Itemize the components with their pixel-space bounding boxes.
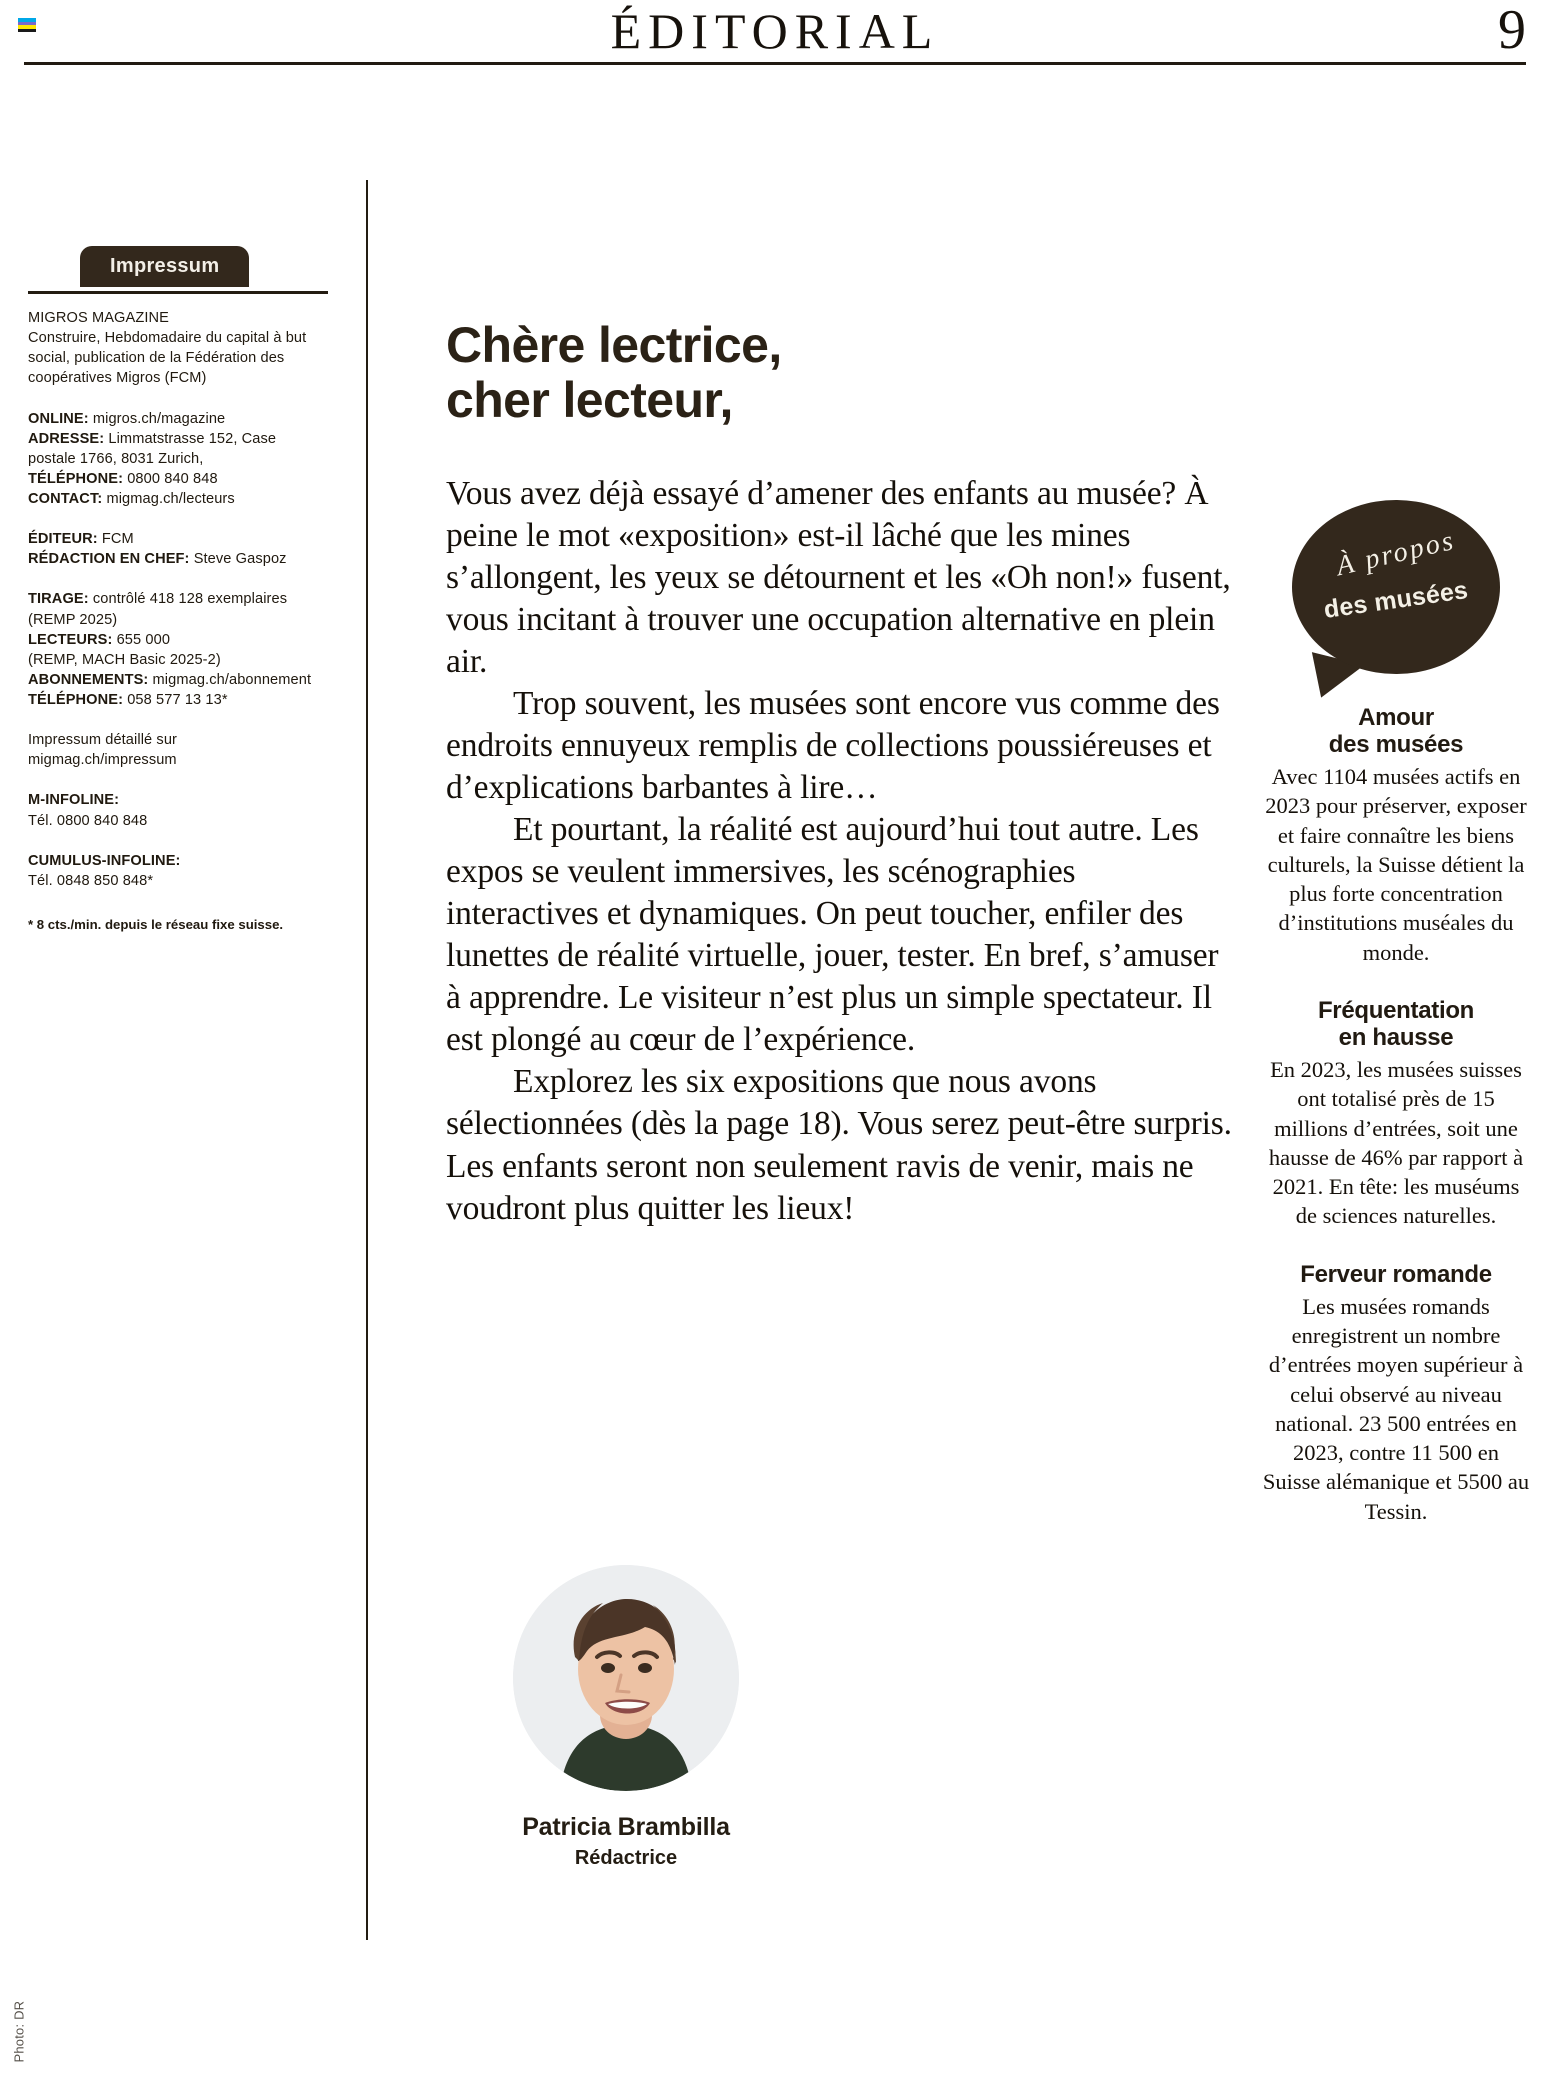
impressum-adresse-value: Limmatstrasse 152, Case postale 1766, 8031 Zurich, xyxy=(28,430,277,467)
impressum-circ-telephone-value: 058 577 13 13* xyxy=(127,692,228,708)
impressum-tirage-row xyxy=(28,589,328,609)
impressum-m-infoline-value: Tél. 0800 840 848 xyxy=(28,812,148,829)
impressum-tirage-label: TIRAGE: xyxy=(28,591,89,608)
impressum-lecteurs-row xyxy=(28,630,328,650)
impressum-online-value[interactable]: migros.ch/magazine xyxy=(92,410,226,427)
speech-bubble-icon xyxy=(1292,500,1500,674)
page-number: 9 xyxy=(1498,0,1526,61)
impressum-description: Construire, Hebdomadaire du capital à but social, publication de la Fédération des coopératives Migros (FCM) xyxy=(28,330,307,387)
impressum-m-infoline-block xyxy=(28,790,328,830)
impressum-redaction-value: Steve Gaspoz xyxy=(193,551,287,568)
article-headline xyxy=(446,318,1236,427)
impressum-contact-value[interactable]: migmag.ch/lecteurs xyxy=(106,491,235,507)
impressum-telephone-value: 0800 840 848 xyxy=(127,470,218,487)
fact-title-line2: des musées xyxy=(1328,731,1464,759)
author-role: Rédactrice xyxy=(574,1847,678,1869)
impressum-redaction-label: RÉDACTION EN CHEF: xyxy=(28,551,190,568)
author-name: Patricia Brambilla xyxy=(522,1813,730,1841)
impressum-online-row xyxy=(28,409,328,429)
author-portrait-illustration xyxy=(513,1565,739,1791)
fact-title-line2: en hausse xyxy=(1338,1024,1454,1052)
fact-title xyxy=(1262,704,1530,758)
impressum-lecteurs-value: 655 000 xyxy=(116,631,171,648)
author-byline xyxy=(446,1565,806,1870)
impressum-tab-rule xyxy=(28,291,328,294)
impressum-detail-line2[interactable]: migmag.ch/impressum xyxy=(28,752,177,769)
photo-credit: Photo: DR xyxy=(11,2000,27,2063)
editorial-article xyxy=(446,318,1236,1230)
impressum-circ-telephone-label: TÉLÉPHONE: xyxy=(28,692,124,708)
impressum-contact-block xyxy=(28,409,328,510)
masthead-divider xyxy=(24,62,1526,65)
impressum-footnote: * 8 cts./min. depuis le réseau fixe suisse. xyxy=(28,916,284,932)
impressum-lecteurs-label: LECTEURS: xyxy=(28,631,113,648)
impressum-publication-name: MIGROS MAGAZINE xyxy=(28,310,169,326)
impressum-publisher-block xyxy=(28,308,328,389)
fact-title-line1: Amour xyxy=(1358,704,1434,731)
impressum-cumulus-infoline-value: Tél. 0848 850 848* xyxy=(28,872,154,889)
page-masthead xyxy=(0,0,1550,62)
impressum-detail-line1: Impressum détaillé sur xyxy=(28,732,177,749)
impressum-tab-wrapper xyxy=(28,246,328,294)
page-title: ÉDITORIAL xyxy=(610,3,940,59)
impressum-contact-row xyxy=(28,489,328,509)
impressum-circulation-block xyxy=(28,589,328,710)
impressum-adresse-label: ADRESSE: xyxy=(28,430,105,447)
impressum-roles-block xyxy=(28,529,328,569)
impressum-tab-label: Impressum xyxy=(80,246,249,287)
speech-bubble-line1: À propos xyxy=(1333,524,1459,583)
impressum-cumulus-infoline-label: CUMULUS-INFOLINE: xyxy=(28,852,181,869)
author-portrait-photo xyxy=(513,1565,739,1791)
fact-item-amour xyxy=(1262,704,1530,967)
article-paragraph: Et pourtant, la réalité est aujourd’hui tout autre. Les expos se veulent immersives, les scénographies interactives et dynamiques. On peut toucher, enfiler des lunettes de réalité virtuelle, jouer, tester. En bref, s’amuser à apprendre. Le visiteur n’est plus un simple spectateur. Il est plongé au cœur de l’expérience. xyxy=(446,811,1219,1059)
article-paragraph: Trop souvent, les musées sont encore vus comme des endroits ennuyeux remplis de collections poussiéreuses et d’explications barbantes à lire… xyxy=(446,685,1220,807)
impressum-editeur-label: ÉDITEUR: xyxy=(28,531,98,548)
fact-title-line1: Fréquentation xyxy=(1317,996,1475,1024)
impressum-lecteurs-source: (REMP, MACH Basic 2025-2) xyxy=(28,651,221,668)
impressum-editeur-row xyxy=(28,529,328,549)
article-paragraph: Explorez les six expositions que nous avons sélectionnées (dès la page 18). Vous serez peut-être surpris. Les enfants seront non seulement ravis de venir, mais ne voudront plus quitter les lieux! xyxy=(446,1063,1232,1227)
fact-text: Les musées romands enregistrent un nombre d’entrées moyen supérieur à celui observé au niveau national. 23 500 entrées en 2023, contre 11 500 en Suisse alémanique et 5500 au Tessin. xyxy=(1262,1293,1530,1524)
impressum-m-infoline-label: M-INFOLINE: xyxy=(28,792,120,809)
article-headline-line2: cher lecteur, xyxy=(446,371,733,428)
impressum-cumulus-infoline-block xyxy=(28,851,328,891)
impressum-detail-block xyxy=(28,730,328,770)
fact-title xyxy=(1262,997,1530,1051)
facts-sidebar xyxy=(1262,500,1530,1526)
article-body xyxy=(446,473,1236,1230)
impressum-contact-label: CONTACT: xyxy=(28,491,103,507)
impressum-telephone-row xyxy=(28,469,328,489)
impressum-abonnements-row xyxy=(28,670,328,690)
impressum-telephone-label: TÉLÉPHONE: xyxy=(28,470,124,487)
impressum-tirage-value: contrôlé 418 128 exemplaires xyxy=(92,591,288,608)
speech-bubble-line2: des musées xyxy=(1322,576,1470,624)
impressum-editeur-value: FCM xyxy=(101,531,134,548)
impressum-circ-telephone-row xyxy=(28,690,328,710)
impressum-tirage-source: (REMP 2025) xyxy=(28,611,118,628)
impressum-adresse-row xyxy=(28,429,328,469)
impressum-redaction-row xyxy=(28,549,328,569)
column-divider xyxy=(366,180,368,1940)
article-paragraph: Vous avez déjà essayé d’amener des enfants au musée? À peine le mot «exposition» est-il lâché que les mines s’allongent, les yeux se détournent et les «Oh non!» fusent, vous incitant à trouver une occupation alternative en plein air. xyxy=(446,475,1231,681)
fact-text: Avec 1104 musées actifs en 2023 pour préserver, exposer et faire connaître les biens culturels, la Suisse détient la plus forte concentration d’institutions muséales du monde. xyxy=(1265,764,1527,965)
impressum-abonnements-label: ABONNEMENTS: xyxy=(28,671,149,688)
impressum-abonnements-value[interactable]: migmag.ch/abonnement xyxy=(152,671,312,688)
fact-title xyxy=(1262,1261,1530,1288)
article-headline-line1: Chère lectrice, xyxy=(446,317,782,373)
impressum-panel xyxy=(28,246,328,932)
fact-item-frequentation xyxy=(1262,997,1530,1231)
impressum-online-label: ONLINE: xyxy=(28,410,89,427)
fact-title-line1: Ferveur romande xyxy=(1300,1260,1492,1288)
fact-text: En 2023, les musées suisses ont totalisé près de 15 millions d’entrées, soit une hausse de 46% par rapport à 2021. En tête: les muséums de sciences naturelles. xyxy=(1268,1057,1524,1229)
fact-item-ferveur xyxy=(1262,1261,1530,1526)
